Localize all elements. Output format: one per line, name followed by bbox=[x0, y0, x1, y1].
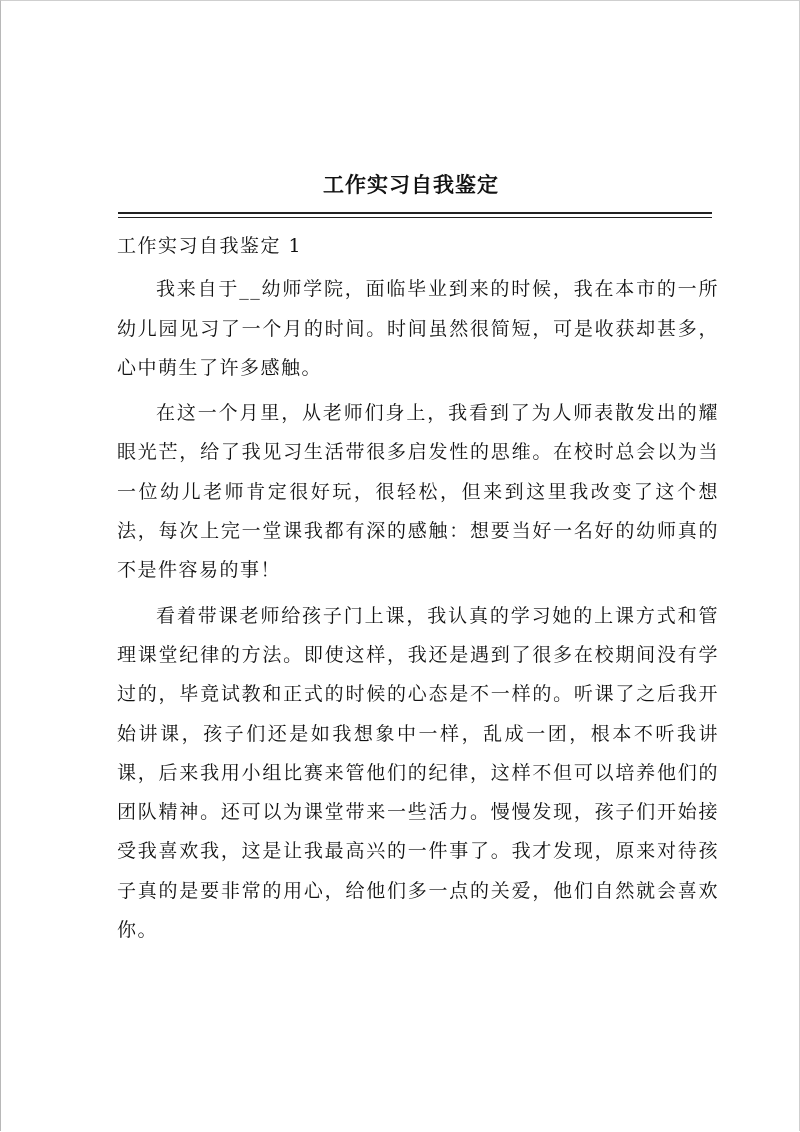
title-divider-thick bbox=[118, 212, 712, 214]
document-title: 工作实习自我鉴定 bbox=[323, 172, 499, 197]
paragraph-1: 我来自于__幼师学院，面临毕业到来的时候，我在本市的一所幼儿园见习了一个月的时间。时间虽然很简短，可是收获却甚多，心中萌生了许多感触。 bbox=[117, 278, 719, 379]
section-heading: 工作实习自我鉴定 1 bbox=[117, 235, 303, 257]
document-body bbox=[117, 227, 719, 956]
title-divider-thin bbox=[118, 217, 712, 218]
paragraph-2: 在这一个月里，从老师们身上，我看到了为人师表散发出的耀眼光芒，给了我见习生活带很多启发性的思维。在校时总会以为当一位幼儿老师肯定很好玩，很轻松，但来到这里我改变了这个想法，每次上完一堂课我都有深的感触：想要当好一名好的幼师真的不是件容易的事！ bbox=[117, 402, 719, 582]
paragraph-3: 看着带课老师给孩子门上课，我认真的学习她的上课方式和管理课堂纪律的方法。即使这样，我还是遇到了很多在校期间没有学过的，毕竟试教和正式的时候的心态是不一样的。听课了之后我开始讲课，孩子们还是如我想象中一样，乱成一团，根本不听我讲课，后来我用小组比赛来管他们的纪律，这样不但可以培养他们的团队精神。还可以为课堂带来一些活力。慢慢发现，孩子们开始接受我喜欢我，这是让我最高兴的一件事了。我才发现，原来对待孩子真的是要非常的用心，给他们多一点的关爱，他们自然就会喜欢你。 bbox=[117, 604, 719, 942]
